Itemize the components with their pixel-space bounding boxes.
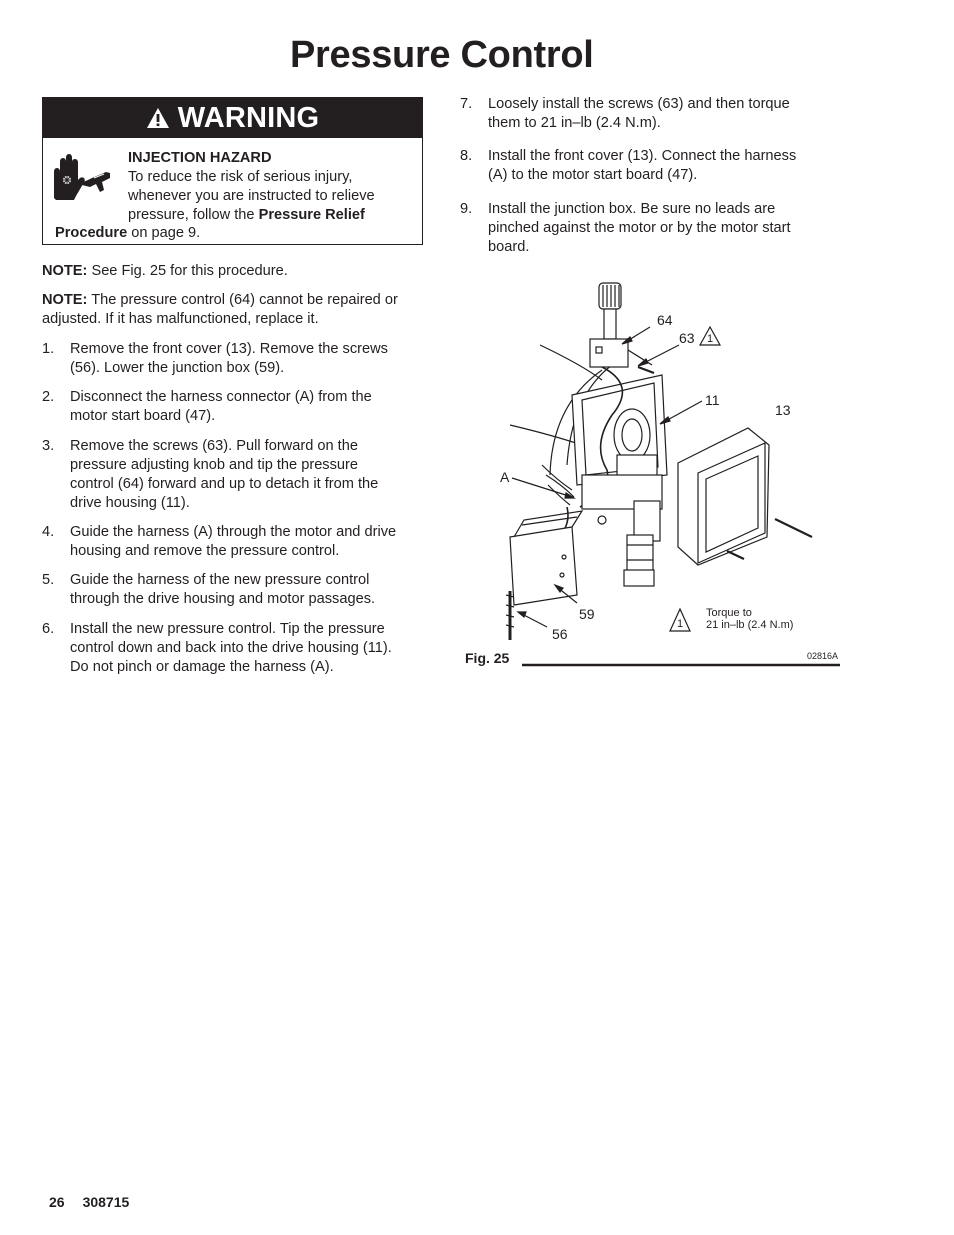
callout-56: 56 — [552, 626, 568, 642]
warning-bold-1: Pressure Relief — [258, 207, 365, 223]
warning-heading: WARNING — [177, 101, 320, 134]
step-number: 3. — [42, 438, 55, 454]
torque-note-marker: 1 — [677, 618, 684, 630]
callout-13: 13 — [775, 402, 791, 418]
step-text — [70, 571, 375, 609]
figure-code: 02816A — [807, 651, 839, 661]
step-line: motor start board (47). — [70, 408, 216, 424]
step-line: Remove the screws (63). Pull forward on the — [70, 438, 358, 454]
warning-tail: on page 9. — [127, 225, 201, 241]
step-number: 9. — [460, 201, 473, 217]
callout-64: 64 — [657, 312, 673, 328]
note-text: See Fig. 25 for this procedure. — [87, 263, 288, 279]
injection-hazard-icon — [48, 150, 120, 206]
warning-triangle-icon — [146, 107, 170, 129]
step-text — [70, 523, 396, 561]
step-line: Remove the front cover (13). Remove the screws — [70, 341, 388, 357]
figure-25 — [462, 275, 854, 680]
step-line: pinched against the motor or by the motor start — [488, 220, 791, 236]
step-line: housing and remove the pressure control. — [70, 543, 340, 559]
step-line: Install the front cover (13). Connect the harness — [488, 148, 797, 164]
step-line: pressure adjusting knob and tip the pressure — [70, 457, 358, 473]
step-text — [70, 437, 378, 513]
step-line: Guide the harness (A) through the motor and drive — [70, 524, 397, 540]
warning-body: To reduce the risk of serious injury, whenever you are instructed to relieve pressure, follow the — [128, 169, 375, 223]
step-line: through the drive housing and motor passages. — [70, 591, 376, 607]
step-line: control down and back into the drive housing (11). — [70, 640, 392, 656]
page-footer — [49, 1194, 129, 1210]
note-text: The pressure control (64) cannot be repaired or adjusted. If it has malfunctioned, replace it. — [42, 292, 398, 327]
step-line: Do not pinch or damage the harness (A). — [70, 659, 334, 675]
step-text — [488, 147, 796, 185]
page-number: 26 — [49, 1194, 65, 1210]
step-line: (56). Lower the junction box (59). — [70, 360, 285, 376]
step-line: Loosely install the screws (63) and then torque — [488, 96, 790, 112]
step-line: Install the new pressure control. Tip the pressure — [70, 621, 385, 637]
warning-last-line — [55, 224, 200, 243]
callout-A: A — [500, 469, 510, 485]
step-number: 1. — [42, 341, 55, 357]
note-label: NOTE: — [42, 292, 88, 308]
note-label: NOTE: — [42, 263, 88, 279]
figure-label: Fig. 25 — [465, 650, 510, 666]
note-2 — [42, 291, 424, 329]
step-number: 7. — [460, 96, 473, 112]
step-number: 8. — [460, 148, 473, 164]
warning-header — [43, 98, 422, 138]
hazard-title: INJECTION HAZARD — [128, 150, 272, 166]
callout-11: 11 — [705, 392, 720, 408]
note-1 — [42, 262, 424, 281]
step-text — [488, 95, 790, 133]
page-title: Pressure Control — [290, 34, 594, 76]
step-line: Guide the harness of the new pressure control — [70, 572, 370, 588]
warning-bold-2: Procedure — [55, 225, 128, 241]
torque-marker-63: 1 — [707, 333, 714, 345]
step-number: 6. — [42, 621, 55, 637]
step-line: (A) to the motor start board (47). — [488, 167, 698, 183]
step-number: 5. — [42, 572, 55, 588]
step-text — [70, 620, 392, 677]
step-text — [488, 200, 791, 257]
callout-63: 63 — [679, 330, 695, 346]
step-text — [70, 340, 388, 378]
step-number: 4. — [42, 524, 55, 540]
torque-note-line-2: 21 in–lb (2.4 N.m) — [706, 619, 794, 631]
pressure-control-exploded-drawing — [462, 275, 854, 680]
warning-box — [42, 97, 423, 245]
torque-note-line-1: Torque to — [706, 607, 752, 619]
step-line: Disconnect the harness connector (A) from the — [70, 389, 372, 405]
warning-text — [128, 149, 418, 225]
step-line: drive housing (11). — [70, 495, 190, 511]
step-line: Install the junction box. Be sure no leads are — [488, 201, 776, 217]
step-number: 2. — [42, 389, 55, 405]
step-line: them to 21 in–lb (2.4 N.m). — [488, 115, 661, 131]
doc-number: 308715 — [82, 1194, 130, 1210]
step-line: control (64) forward and up to detach it from the — [70, 476, 379, 492]
callout-59: 59 — [579, 606, 595, 622]
step-text — [70, 388, 372, 426]
step-line: board. — [488, 239, 530, 255]
